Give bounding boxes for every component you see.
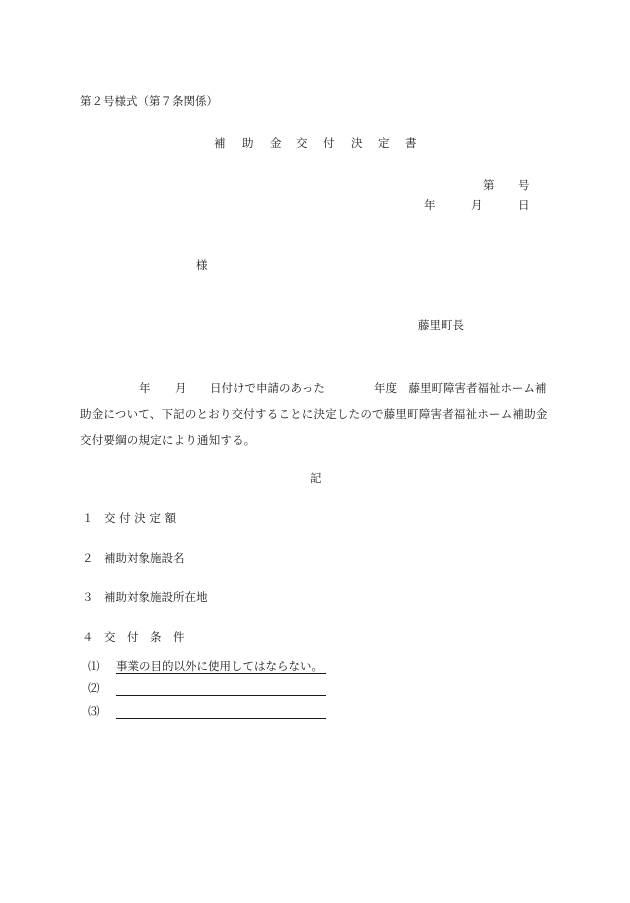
issuer: 藤里町長 (418, 318, 464, 332)
doc-number-suffix: 号 (518, 178, 530, 192)
ki-heading: 記 (310, 471, 322, 485)
title-char: 書 (405, 136, 417, 150)
title-char: 金 (270, 136, 282, 150)
title-char: 定 (378, 136, 390, 150)
condition-number: ⑵ (88, 681, 100, 695)
condition-text: 事業の目的以外に使用してはならない。 (116, 658, 326, 674)
title-char: 決 (351, 136, 363, 150)
body-year: 年 (139, 381, 151, 395)
item-4-label: 交 付 条 件 (104, 630, 185, 644)
condition-number: ⑶ (88, 704, 100, 718)
date-day: 日 (518, 198, 530, 212)
title-char: 補 (214, 136, 226, 150)
condition-blank-line (116, 703, 326, 719)
body-day-text: 日付けで申請のあった (210, 381, 325, 395)
title-char: 交 (296, 136, 308, 150)
body-month: 月 (175, 381, 187, 395)
condition-blank-line (116, 680, 326, 696)
date-month: 月 (471, 198, 483, 212)
body-line-3: 交付要綱の規定により通知する。 (80, 433, 256, 447)
body-fiscal-text: 年度 藤里町障害者福祉ホーム補 (374, 381, 547, 395)
item-2-number: ２ (82, 551, 94, 565)
condition-number: ⑴ (88, 659, 100, 673)
item-3-number: ３ (82, 590, 94, 604)
date-year: 年 (424, 198, 436, 212)
item-4-number: ４ (82, 630, 94, 644)
title-char: 助 (242, 136, 254, 150)
item-1-number: １ (82, 511, 94, 525)
addressee-suffix: 様 (196, 258, 208, 272)
title-char: 付 (323, 136, 335, 150)
item-1-label: 交 付 決 定 額 (104, 511, 177, 525)
item-3-label: 補助対象施設所在地 (104, 590, 208, 604)
body-line-2: 助金について、下記のとおり交付することに決定したので藤里町障害者福祉ホーム補助金 (80, 407, 548, 421)
item-2-label: 補助対象施設名 (104, 551, 185, 565)
doc-number-prefix: 第 (483, 178, 495, 192)
form-number: 第２号様式（第７条関係） (80, 94, 218, 108)
